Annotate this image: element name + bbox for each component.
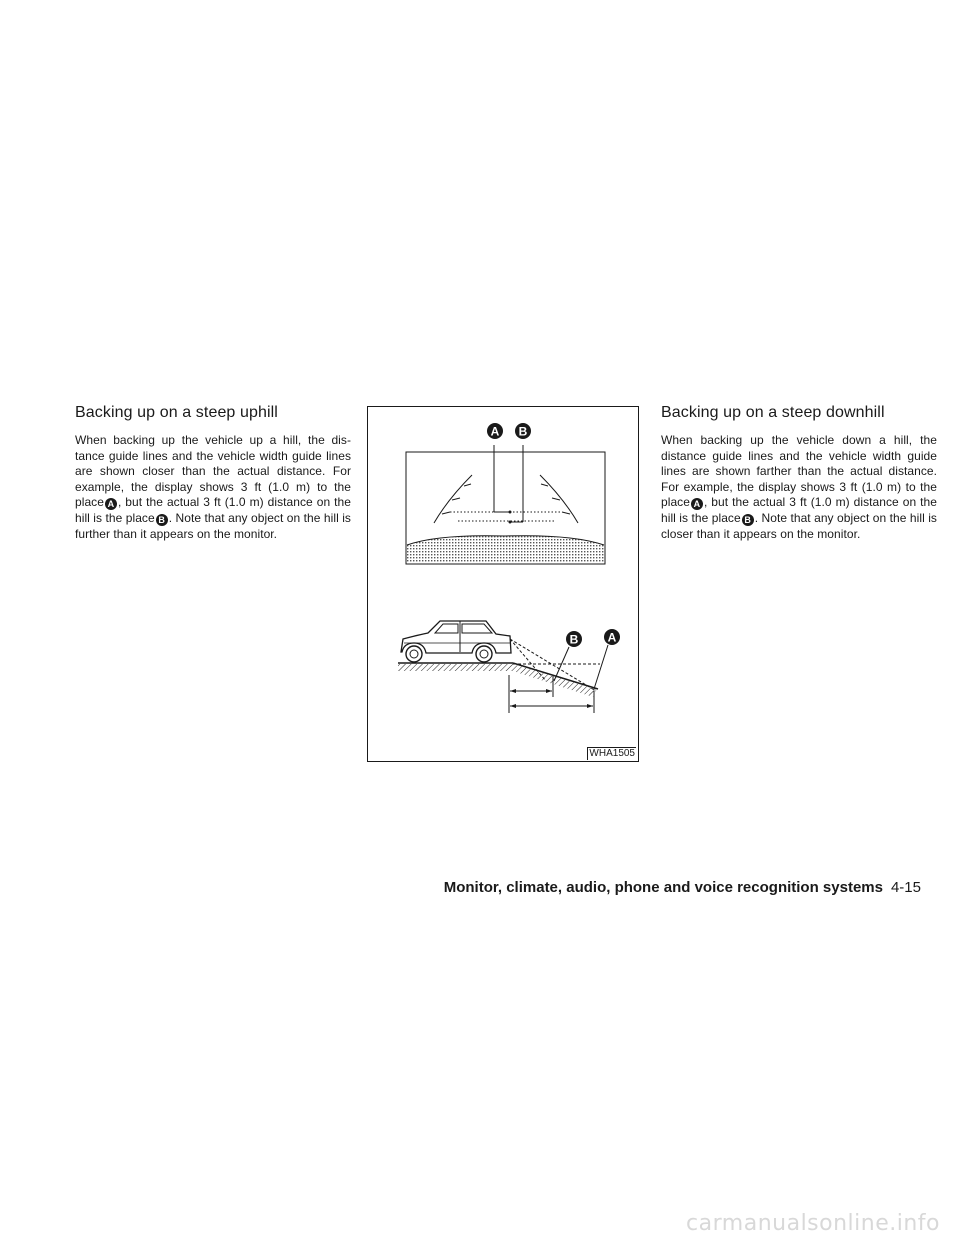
watermark: carmanualsonline.info: [686, 1211, 940, 1236]
right-column: [661, 404, 937, 542]
downhill-paragraph: [661, 433, 937, 542]
uphill-paragraph: [75, 433, 351, 542]
downhill-text-1: When backing up the vehicle down a hill, the distance guide lines and the vehicle width guide lines are shown farther than the actual distance. For example, the display shows 3 ft (1.0 m) to the place: [661, 433, 937, 510]
car-scene: [398, 621, 620, 713]
page-footer: [444, 879, 921, 896]
svg-text:A: A: [490, 424, 500, 439]
figure-code: WHA1505: [589, 748, 635, 759]
left-column: [75, 404, 351, 542]
rear-view-diagram: [368, 407, 640, 763]
downhill-text-3: . Note that any object on the hill is closer than it appears on the monitor.: [661, 510, 937, 541]
svg-text:B: B: [569, 632, 579, 647]
uphill-text-1: When backing up the vehicle up a hill, the dis-tance guide lines and the vehicle width guide lines are shown closer than the actual distance. For example, the display shows 3 ft (1.0 m) to the place: [75, 433, 351, 510]
monitor-screen: [406, 423, 605, 564]
marker-a: A: [105, 498, 117, 510]
downhill-text-2: , but the actual 3 ft (1.0 m) distance on the hill is the place: [661, 495, 937, 525]
svg-text:B: B: [518, 424, 528, 439]
uphill-heading: Backing up on a steep uphill: [75, 404, 278, 421]
marker-b: B: [156, 514, 168, 526]
marker-a: A: [691, 498, 703, 510]
uphill-text-2: , but the actual 3 ft (1.0 m) distance on the hill is the place: [75, 495, 351, 525]
downhill-heading: Backing up on a steep downhill: [661, 404, 885, 421]
marker-b: B: [742, 514, 754, 526]
footer-section-title: Monitor, climate, audio, phone and voice recognition systems: [443, 879, 883, 896]
page-number: 4-15: [890, 879, 921, 896]
figure-diagram: [367, 406, 639, 762]
svg-text:A: A: [607, 630, 617, 645]
uphill-text-3: . Note that any object on the hill is further than it appears on the monitor.: [75, 510, 351, 541]
